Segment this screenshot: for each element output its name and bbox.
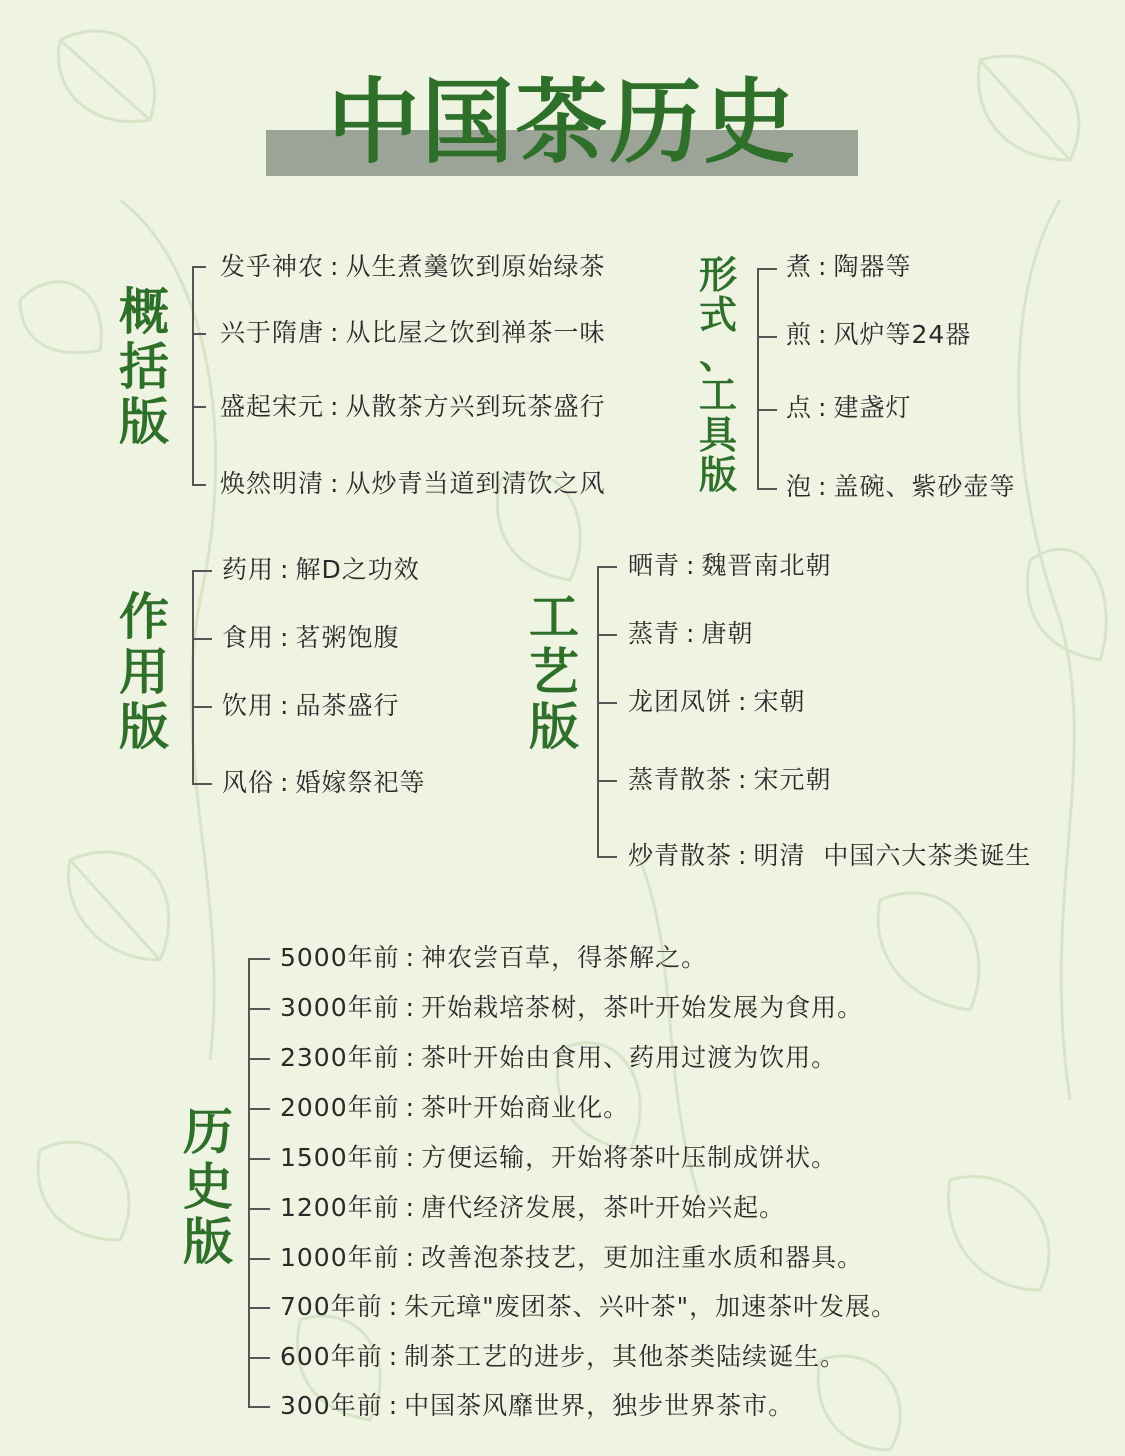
uses-bracket-line	[192, 570, 194, 783]
page-title: 中国茶历史	[327, 69, 798, 176]
craft-item: 晒青 : 魏晋南北朝	[628, 551, 832, 580]
tools-item: 点 : 建盏灯	[786, 393, 912, 422]
history-item-text: 方便运输，开始将茶叶压制成饼状。	[421, 1143, 838, 1172]
tools-item-head: 点	[786, 393, 813, 422]
history-item-text: 开始栽培茶树，茶叶开始发展为食用。	[421, 993, 864, 1022]
tools-item-head: 泡	[786, 472, 813, 501]
history-tick	[248, 1158, 270, 1160]
history-tick	[248, 1208, 270, 1210]
tools-item: 煎 : 风炉等24器	[786, 320, 972, 349]
overview-label-char: 括	[119, 338, 169, 396]
uses-item: 食用 : 茗粥饱腹	[222, 623, 400, 652]
craft-item-text: 魏晋南北朝	[701, 551, 832, 580]
overview-item-text: 从生煮羹饮到原始绿茶	[345, 252, 606, 281]
uses-label-char: 版	[119, 698, 169, 756]
history-item-head: 1200年前	[280, 1193, 400, 1222]
tools-item-text: 陶器等	[833, 252, 912, 281]
history-tick	[248, 1008, 270, 1010]
history-item-head: 2000年前	[280, 1093, 400, 1122]
overview-item-text: 从炒青当道到清饮之风	[345, 469, 606, 498]
tools-item-text: 建盏灯	[833, 393, 912, 422]
craft-label-char: 工	[529, 588, 579, 646]
history-label-char: 版	[183, 1213, 233, 1271]
history-tick	[248, 1307, 270, 1309]
craft-item-head: 晒青	[628, 551, 681, 580]
history-item: 2300年前 : 茶叶开始由食用、药用过渡为饮用。	[280, 1043, 838, 1072]
history-category-label	[176, 1105, 240, 1270]
tools-label-char: 、	[698, 333, 737, 377]
craft-tick	[597, 702, 617, 704]
tools-item-head: 煎	[786, 320, 813, 349]
craft-item: 炒青散茶 : 明清 中国六大茶类诞生	[628, 841, 1032, 870]
history-item: 700年前 : 朱元璋"废团茶、兴叶茶"，加速茶叶发展。	[280, 1292, 898, 1321]
history-label-char: 史	[183, 1158, 233, 1216]
history-item: 300年前 : 中国茶风靡世界，独步世界茶市。	[280, 1391, 795, 1420]
history-item: 1200年前 : 唐代经济发展，茶叶开始兴起。	[280, 1193, 786, 1222]
craft-tick	[597, 856, 617, 858]
history-item: 5000年前 : 神农尝百草，得茶解之。	[280, 943, 708, 972]
tools-item-text: 风炉等24器	[833, 320, 972, 349]
history-item-head: 3000年前	[280, 993, 400, 1022]
tools-bracket-line	[757, 268, 759, 488]
overview-item-head: 发乎神农	[220, 252, 325, 281]
overview-item-head: 兴于隋唐	[220, 318, 325, 347]
craft-tick	[597, 566, 617, 568]
craft-item-text: 宋朝	[753, 687, 806, 716]
tools-item: 煮 : 陶器等	[786, 252, 912, 281]
uses-tick	[192, 570, 212, 572]
history-item-text: 改善泡茶技艺，更加注重水质和器具。	[421, 1243, 864, 1272]
tools-label-char: 工	[698, 373, 737, 417]
tools-item-text: 盖碗、紫砂壶等	[833, 472, 1016, 501]
overview-item-text: 从散茶方兴到玩茶盛行	[345, 392, 606, 421]
history-item-text: 神农尝百草，得茶解之。	[421, 943, 708, 972]
history-bracket-line	[248, 958, 250, 1406]
uses-item-head: 饮用	[222, 691, 275, 720]
overview-label-char: 版	[119, 393, 169, 451]
tools-tick	[757, 268, 777, 270]
tools-item: 泡 : 盖碗、紫砂壶等	[786, 472, 1016, 501]
overview-bracket-line	[192, 266, 194, 484]
uses-tick	[192, 638, 212, 640]
overview-tick	[192, 266, 206, 268]
history-item: 600年前 : 制茶工艺的进步，其他茶类陆续诞生。	[280, 1342, 847, 1371]
tools-tick	[757, 336, 777, 338]
craft-tick	[597, 780, 617, 782]
history-tick	[248, 1108, 270, 1110]
craft-item-text: 唐朝	[701, 619, 754, 648]
craft-item: 蒸青 : 唐朝	[628, 619, 754, 648]
history-tick	[248, 1058, 270, 1060]
craft-tick	[597, 634, 617, 636]
history-item-text: 中国茶风靡世界，独步世界茶市。	[404, 1391, 795, 1420]
craft-item-head: 蒸青	[628, 619, 681, 648]
history-item-text: 茶叶开始商业化。	[421, 1093, 630, 1122]
overview-category-label	[112, 285, 176, 450]
craft-item-head: 蒸青散茶	[628, 765, 733, 794]
uses-item-head: 风俗	[222, 768, 275, 797]
uses-label-char: 用	[119, 643, 169, 701]
craft-label-char: 艺	[529, 643, 579, 701]
craft-item-head: 龙团凤饼	[628, 687, 733, 716]
uses-item: 风俗 : 婚嫁祭祀等	[222, 768, 426, 797]
overview-item: 兴于隋唐 : 从比屋之饮到禅茶一味	[220, 318, 606, 347]
tools-item-head: 煮	[786, 252, 813, 281]
overview-item: 盛起宋元 : 从散茶方兴到玩茶盛行	[220, 392, 606, 421]
craft-item-text: 宋元朝	[753, 765, 832, 794]
craft-bracket-line	[597, 566, 599, 856]
history-item-head: 5000年前	[280, 943, 400, 972]
history-item-text: 唐代经济发展，茶叶开始兴起。	[421, 1193, 786, 1222]
tools-label-char: 具	[698, 413, 737, 457]
overview-item: 焕然明清 : 从炒青当道到清饮之风	[220, 469, 606, 498]
history-tick	[248, 1406, 270, 1408]
overview-item-head: 盛起宋元	[220, 392, 325, 421]
uses-item: 饮用 : 品茶盛行	[222, 691, 400, 720]
craft-item: 蒸青散茶 : 宋元朝	[628, 765, 832, 794]
uses-item: 药用 : 解D之功效	[222, 555, 420, 584]
tools-label-char: 版	[698, 453, 737, 497]
history-item-head: 1000年前	[280, 1243, 400, 1272]
uses-tick	[192, 783, 212, 785]
history-item-head: 2300年前	[280, 1043, 400, 1072]
history-item-text: 茶叶开始由食用、药用过渡为饮用。	[421, 1043, 838, 1072]
history-item-head: 300年前	[280, 1391, 383, 1420]
history-item: 1500年前 : 方便运输，开始将茶叶压制成饼状。	[280, 1143, 838, 1172]
history-tick	[248, 1357, 270, 1359]
history-item-text: 朱元璋"废团茶、兴叶茶"，加速茶叶发展。	[404, 1292, 898, 1321]
uses-category-label	[112, 590, 176, 755]
history-item: 3000年前 : 开始栽培茶树，茶叶开始发展为食用。	[280, 993, 864, 1022]
uses-item-text: 解D之功效	[295, 555, 420, 584]
craft-item: 龙团凤饼 : 宋朝	[628, 687, 806, 716]
history-item-head: 1500年前	[280, 1143, 400, 1172]
uses-item-text: 婚嫁祭祀等	[295, 768, 426, 797]
craft-label-char: 版	[529, 698, 579, 756]
history-tick	[248, 1258, 270, 1260]
history-item-text: 制茶工艺的进步，其他茶类陆续诞生。	[404, 1342, 847, 1371]
uses-tick	[192, 706, 212, 708]
overview-item-head: 焕然明清	[220, 469, 325, 498]
tools-tick	[757, 488, 777, 490]
history-item-head: 700年前	[280, 1292, 383, 1321]
history-item: 1000年前 : 改善泡茶技艺，更加注重水质和器具。	[280, 1243, 864, 1272]
history-item-head: 600年前	[280, 1342, 383, 1371]
tools-category-label	[694, 255, 742, 495]
history-item: 2000年前 : 茶叶开始商业化。	[280, 1093, 630, 1122]
overview-item: 发乎神农 : 从生煮羹饮到原始绿茶	[220, 252, 606, 281]
uses-item-head: 食用	[222, 623, 275, 652]
history-tick	[248, 958, 270, 960]
craft-item-head: 炒青散茶	[628, 841, 733, 870]
overview-label-char: 概	[119, 283, 169, 341]
tools-label-char: 式	[698, 293, 737, 337]
craft-item-text: 明清 中国六大茶类诞生	[753, 841, 1032, 870]
history-label-char: 历	[183, 1103, 233, 1161]
craft-category-label	[522, 590, 586, 755]
uses-item-text: 茗粥饱腹	[295, 623, 400, 652]
uses-label-char: 作	[119, 588, 169, 646]
overview-tick	[192, 484, 206, 486]
tools-label-char: 形	[698, 253, 737, 297]
overview-item-text: 从比屋之饮到禅茶一味	[345, 318, 606, 347]
uses-item-text: 品茶盛行	[295, 691, 400, 720]
uses-item-head: 药用	[222, 555, 275, 584]
overview-tick	[192, 333, 206, 335]
tools-tick	[757, 409, 777, 411]
overview-tick	[192, 406, 206, 408]
